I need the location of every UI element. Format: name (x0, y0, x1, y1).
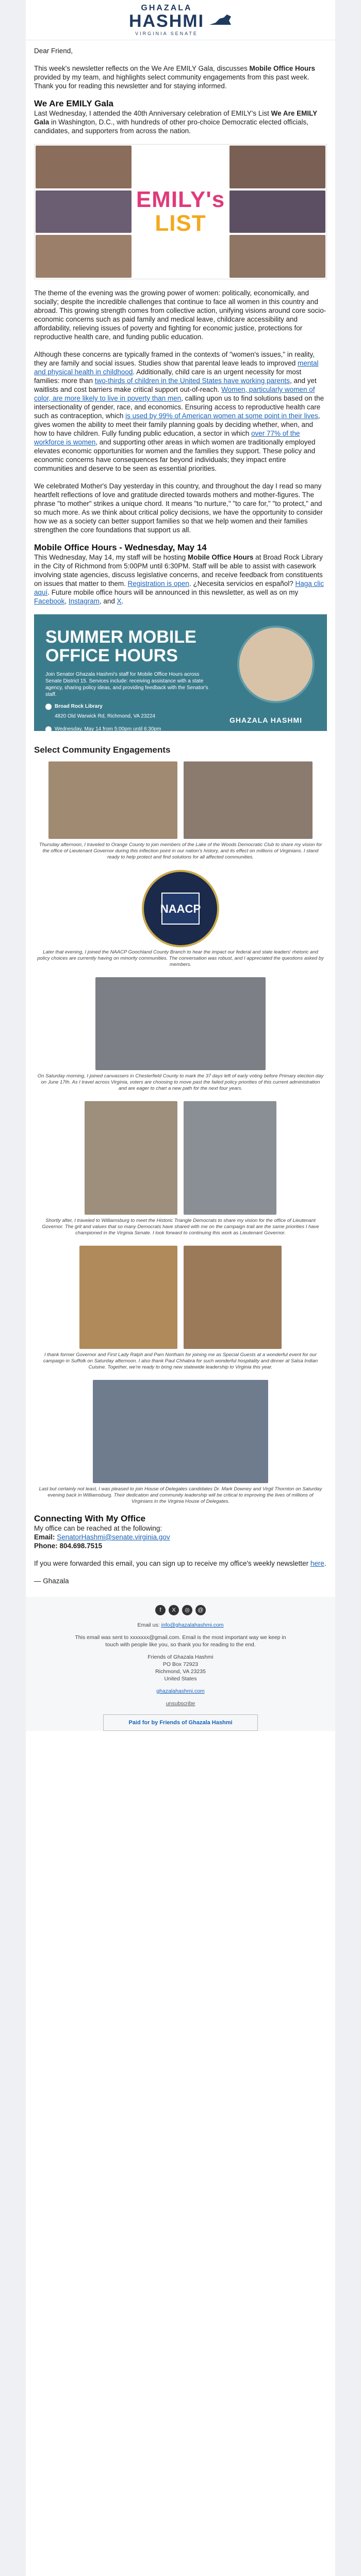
gala-photo (229, 146, 325, 188)
footer-po: PO Box 72923 (162, 1661, 199, 1667)
greeting: Dear Friend, (34, 47, 73, 55)
social-icons (26, 1605, 335, 1615)
mobile-office-banner[interactable] (34, 614, 327, 745)
office-email-link[interactable]: SenatorHashmi@senate.virginia.gov (57, 1533, 170, 1541)
logo (129, 4, 204, 36)
footer-note: This email was sent to xxxxxxx@gmail.com. Email is the most important way we keep in touch with people like you, so thank you for reading to the end. (75, 1634, 286, 1648)
banner-address: 4820 Old Warwick Rd, Richmond, VA 23224 (55, 713, 156, 719)
community-photo (79, 1246, 177, 1349)
gala-photo (36, 235, 132, 278)
link-icon (45, 739, 52, 745)
naacp-seal: NAACP (142, 870, 219, 947)
paid-for-notice: Paid for by Friends of Ghazala Hashmi (103, 1714, 258, 1731)
logo-top: GHAZALA (141, 3, 192, 12)
link-education-workforce[interactable]: over 77% of the workforce is women (34, 430, 300, 446)
footer-country: United States (164, 1676, 197, 1682)
link-registration[interactable]: Registration is open (127, 580, 189, 587)
community-photo (93, 1380, 268, 1483)
banner-description: Join Senator Ghazala Hashmi's staff for Mobile Office Hours across Senate District 15. Services include: receiving assistance with a state agency, sharing policy ideas, and providing feedback with the Senator's staff. (45, 672, 208, 697)
gala-p2: The theme of the evening was the growing power of women: politically, economically, and socially; despite the incredible challenges that continue to face all women in this country and abroad. This growing strength comes from collective action, unifying visions around core socio-economic concerns such as paid family and medical leave, childcare accessibility and affordability, relieving issues of poverty and fighting for economic justice, protections for reproductive health care, and funding public education. (34, 289, 326, 341)
senator-photo (237, 626, 315, 703)
community-photo (48, 761, 177, 839)
banner-register: Register to join us: bit.ly/SD15MobileOfficeHours (55, 739, 167, 745)
collage-right (228, 145, 326, 279)
threads-icon[interactable]: @ (195, 1605, 206, 1615)
link-instagram[interactable]: Instagram (68, 597, 100, 605)
gala-heading: We Are EMILY Gala (34, 99, 114, 108)
gala-p4: We celebrated Mother's Day yesterday in this country, and throughout the day I read so many heartfelt reflections of love and gratitude directed towards mothers and mother-figures. The phrase "to mother" strikes a unique chord. It means "to nurture," "to care for," "to protect," and so much more. As we think about critical policy decisions, we have the opportunity to consider how we as a society can better support families so that we help women and their families strengthen the core foundations that support us all. (34, 482, 323, 534)
contact-intro: My office can be reached at the following: (34, 1524, 162, 1532)
link-working-parents[interactable]: two-thirds of children in the United States have working parents (94, 377, 290, 385)
gala-photo (36, 190, 132, 233)
gala-photo (229, 235, 325, 278)
location-pin-icon (45, 704, 52, 710)
community-photo (184, 1101, 276, 1215)
gala-p3: Although these concerns are typically framed in the contexts of "women's issues," in reality, they are family and social issues. Studies show that parental leave leads to improved mental and physical health in childhood. Additionally, child care is an urgent necessity for most families: more than two-thirds of children in the United States have working parents, and yet waitlists and cost barriers make critical support out-of-reach. Women, particularly women of color, are more likely to live in poverty than men, calling upon us to find solutions based on the intersectionality of gender, race, and economics. Ensuring access to reproductive health care such as contraception, which is used by 99% of American women at some point in their lives, gives women the ability to meet their family planning goals by deciding whether, when, and how to have children. Fully funding public education, a sector in which over 77% of the workforce is women, and supporting other areas in which women are traditionally employed elevates economic opportunities for women and the families they support. These policy and economic concerns have consequences far beyond individuals; they impact entire communities and deserve to be seen as essential priorities. (34, 351, 324, 472)
forward-signup: If you were forwarded this email, you can sign up to receive my office's weekly newsletter here. (34, 1560, 326, 1567)
newsletter: GHAZALA HASHMI VIRGINIA SENATE Dear Friend, This week's newsletter reflects on the We Are EMILY Gala, discusses Mobile Office Hours provided by my team, and highlights select community engagements from this past week. Thank you for reading this newsletter and for staying informed. We Are EMILY Gala Last Wednesday, I attended the 40th Anniversary celebration of EMILY's List We Are EMILY Gala in Washington, D.C., with hundreds of other pro-choice Democratic elected officials, candidates, and supporters from across the nation. EMILY's LIST The theme of the evening was the growing power of women: politically, economically, and socially; despite the incredible challenges that continue to face all women in this country and abroad. This growing strength comes from collective action, unifying visions around core socio-economic concerns such as paid family and medical leave, childcare accessibility and affordability, relieving issues of poverty and fighting for economic justice, protections for reproductive health care, and funding public education. Although these concerns are typically framed in the contexts of "women's issues," in reality, they are family and social issues. Studies show that parental leave leads to improved mental and physical health in childhood. Additionally, child care is an urgent necessity for most families: more than two-thirds of children in the United States have working parents, and yet waitlists and cost barriers make critical support out-of-reach. Women, particularly women of color, are more likely to live in poverty than men, calling upon us to find solutions based on the intersectionality of gender, race, and economics. Ensuring access to reproductive health care such as contraception, which is used by 99% of American women at some point in their lives, gives women the ability to meet their family planning goals by deciding whether, when, and how to have children. Fully funding public education, a sector in which over 77% of the workforce is women, and supporting other areas in which women are traditionally employed elevates economic opportunities for women and the families they support. These policy and economic concerns have consequences far beyond individuals; they impact entire communities and deserve to be seen as essential priorities. We celebrated Mother's Day yesterday in this country, and throughout the day I read so many heartfelt reflections of love and gratitude directed towards mothers and mother-figures. The phrase "to mother" strikes a unique chord. It means "to nurture," "to care for," "to protect," and so much more. As we think about critical policy decisions, we have the opportunity to consider how we as a society can better support families so that we help women and their families strengthen the core foundations that support us all. Mobile Office Hours - Wednesday, May 14 This Wednesday, May 14, my staff will be hosting Mobile Office Hours at Broad Rock Library in the City of Richmond from 5:00PM until 6:30PM. Staff will be able to assist with casework involving state agencies, discuss legislative concerns, and receive feedback from constituents on issues that matter to them. Registration is open. ¿Necesita servicios en español? Haga clic aquí. Future mobile office hours will be announced in this newsletter, as well as on my Facebook, Instagram, and X. SUMMER MOBILE OFFICE HOURS Join Senator Ghazala Hashmi's staff for Mobile Office Hours across Senate District 15. Services include: receiving assistance with a state agency, sharing policy ideas, and providing feedback with the Senator's staff. Broad Rock Library 4820 Old Warwick Rd, Richmond, VA 23224 Wednesday, May 14 from 5:00pm until 6:30pm Register to join us: bit.ly/SD15MobileOfficeHours GHAZALA HASHMI Select Community Engagements Thursday afternoon, I traveled to Orange County to join members of the Lake of the Woods Democratic Club to share my vision for the office of Lieutenant Governor during this inflection point in our nation's history, and its effect on millions of Virginians. I stand ready to help protect and find solutions for all affected communities. NAACP Later that evening, I joined the NAACP Goochland County Branch to hear the impact our federal and state leaders' rhetoric and policy choices are currently having on minority communities. The conversation was robust, and I appreciated the questions asked by members. On Saturday morning, I joined canvassers in Chesterfield County to mark the 37 days left of early voting before Primary election day on June 17th. As I travel across Virginia, voters are choosing to move past the failed policy priorities of this current administration and are eager to chart a new path for the next four years. Shortly after, I traveled to Williamsburg to meet the Historic Triangle Democrats to share my vision for the office of Lieutenant Governor. The grit and values that so many Democrats have shared with me on the campaign trail are the same priorities I have championed in the Virginia Senate. I look forward to continuing this work as Lieutenant Governor. I thank former Governor and First Lady Ralph and Pam Northam for joining me as Special Guests at a wonderful event for our campaign in Suffolk on Saturday afternoon. I also thank Paul Chhabra for such wonderful hospitality and dinner at Salsa Indian Cuisine. Together, we're ready to bring new statewide leadership to Virginia this year. Last but certainly not least, I was pleased to join House of Delegates candidates Dr. Mark Downey and Virgil Thornton on Saturday evening back in Williamsburg. Their dedication and community leadership will be critical to improving the lives of millions of Virginians in the Virginia House of Delegates. Connecting With My Office My office can be reached at the following: Email: SenatorHashmi@senate.virginia.gov Phone: 804.698.7515 If you were forwarded this email, you can sign up to receive my office's weekly newsletter here. — Ghazala f X ◎ @ Email us: info@ghazalahashmi.com This email was sent to xxxxxxx@gmail.com. Email is the most important way we keep in touch with people like you, so thank you for reading to the end. Friends of Ghazala Hashmi PO Box 72923 Richmond, VA 23235 United States ghazalahashmi.com unsubscribe Paid for by Friends of Ghazala Hashmi (26, 0, 335, 2576)
footer-city: Richmond, VA 23235 (155, 1668, 206, 1675)
virginia-map-icon (208, 13, 232, 27)
community-photo (95, 977, 266, 1070)
banner-time: Wednesday, May 14 from 5:00pm until 6:30pm (55, 726, 161, 732)
caption-naacp: Later that evening, I joined the NAACP Goochland County Branch to hear the impact our federal and state leaders' rhetoric and policy choices are currently having on minority communities. The conversation was robust, and I appreciated the questions asked by members. (37, 949, 324, 967)
footer-email-link[interactable]: info@ghazalahashmi.com (161, 1622, 224, 1628)
community-photo (85, 1101, 177, 1215)
gala-p1: Last Wednesday, I attended the 40th Anniversary celebration of EMILY's List We Are EMILY Gala in Washington, D.C., with hundreds of other pro-choice Democratic elected officials, candidates, and supporters from across the nation. (34, 109, 317, 135)
community-heading: Select Community Engagements (34, 745, 171, 755)
x-icon[interactable]: X (169, 1605, 179, 1615)
community-photo (184, 1246, 282, 1349)
calendar-icon (45, 726, 52, 733)
office-p: This Wednesday, May 14, my staff will be hosting Mobile Office Hours at Broad Rock Library in the City of Richmond from 5:00PM until 6:30PM. Staff will be able to assist with casework involving state agencies, discuss legislative concerns, and receive feedback from constituents on issues that matter to them. Registration is open. ¿Necesita servicios en español? Haga clic aquí. Future mobile office hours will be announced in this newsletter, as well as on my Facebook, Instagram, and X. (34, 553, 324, 605)
office-phone: 804.698.7515 (59, 1542, 103, 1550)
office-heading: Mobile Office Hours - Wednesday, May 14 (34, 543, 207, 552)
emily-gala-collage (34, 144, 327, 279)
logo-main: HASHMI (128, 11, 205, 31)
instagram-icon[interactable]: ◎ (182, 1605, 192, 1615)
signup-link[interactable]: here (310, 1560, 324, 1567)
caption-chesterfield: On Saturday morning, I joined canvassers in Chesterfield County to mark the 37 days left of early voting before Primary election day on June 17th. As I travel across Virginia, voters are choosing to move past the failed policy priorities of this current administration and are eager to chart a new path for the next four years. (37, 1073, 324, 1091)
banner-place: Broad Rock Library (55, 704, 103, 709)
link-contraception[interactable]: is used by 99% of American women at some point in their lives (125, 412, 318, 420)
signoff: — Ghazala (34, 1577, 69, 1585)
link-women-poverty[interactable]: Women, particularly women of color, are more likely to live in poverty than men (34, 386, 315, 402)
collage-left (35, 145, 133, 279)
emilys-list-logo: EMILY's LIST (133, 145, 228, 279)
gala-photo (36, 146, 132, 188)
intro: This week's newsletter reflects on the We Are EMILY Gala, discusses Mobile Office Hours provided by my team, and highlights select community engagements from this past week. Thank you for reading this newsletter and for staying informed. (34, 65, 316, 90)
banner-logo: GHAZALA HASHMI (229, 716, 302, 724)
unsubscribe-link[interactable]: unsubscribe (166, 1700, 195, 1707)
link-spanish[interactable]: Haga clic aquí (34, 580, 324, 596)
logo-sub: VIRGINIA SENATE (135, 30, 198, 36)
footer: f X ◎ @ Email us: info@ghazalahashmi.com This email was sent to xxxxxxx@gmail.com. Email is the most important way we keep in touch with people like you, so thank you for reading to the end. Friends of Ghazala Hashmi PO Box 72923 Richmond, VA 23235 United States ghazalahashmi.com unsubscribe Paid for by Friends of Ghazala Hashmi (26, 1597, 335, 1731)
contact-heading: Connecting With My Office (34, 1514, 146, 1523)
link-parental-leave[interactable]: mental and physical health in childhood (34, 359, 319, 376)
link-facebook[interactable]: Facebook (34, 597, 65, 605)
caption-williamsburg: Shortly after, I traveled to Williamsburg to meet the Historic Triangle Democrats to share my vision for the office of Lieutenant Governor. The grit and values that so many Democrats have shared with me on the campaign trail are the same priorities I have championed in the Virginia Senate. I look forward to continuing this work as Lieutenant Governor. (42, 1218, 319, 1236)
caption-delegates: Last but certainly not least, I was pleased to join House of Delegates candidates Dr. Mark Downey and Virgil Thornton on Saturday evening back in Williamsburg. Their dedication and community leadership will be critical to improving the lives of millions of Virginians in the Virginia House of Delegates. (39, 1486, 322, 1504)
caption-suffolk: I thank former Governor and First Lady Ralph and Pam Northam for joining me as Special Guests at a wonderful event for our campaign in Suffolk on Saturday afternoon. I also thank Paul Chhabra for such wonderful hospitality and dinner at Salsa Indian Cuisine. Together, we're ready to bring new statewide leadership to Virginia this year. (43, 1352, 318, 1370)
footer-site-link[interactable]: ghazalahashmi.com (156, 1688, 205, 1694)
banner-title: SUMMER MOBILE OFFICE HOURS (45, 627, 196, 665)
link-x[interactable]: X (117, 597, 122, 605)
header (26, 0, 335, 40)
gala-photo (229, 190, 325, 233)
facebook-icon[interactable]: f (155, 1605, 166, 1615)
caption-orange-county: Thursday afternoon, I traveled to Orange County to join members of the Lake of the Woods Democratic Club to share my vision for the office of Lieutenant Governor during this inflection point in our nation's history, and its effect on millions of Virginians. I stand ready to help protect and find solutions for all affected communities. (39, 842, 322, 860)
footer-org: Friends of Ghazala Hashmi (147, 1654, 214, 1660)
community-photo (184, 761, 313, 839)
